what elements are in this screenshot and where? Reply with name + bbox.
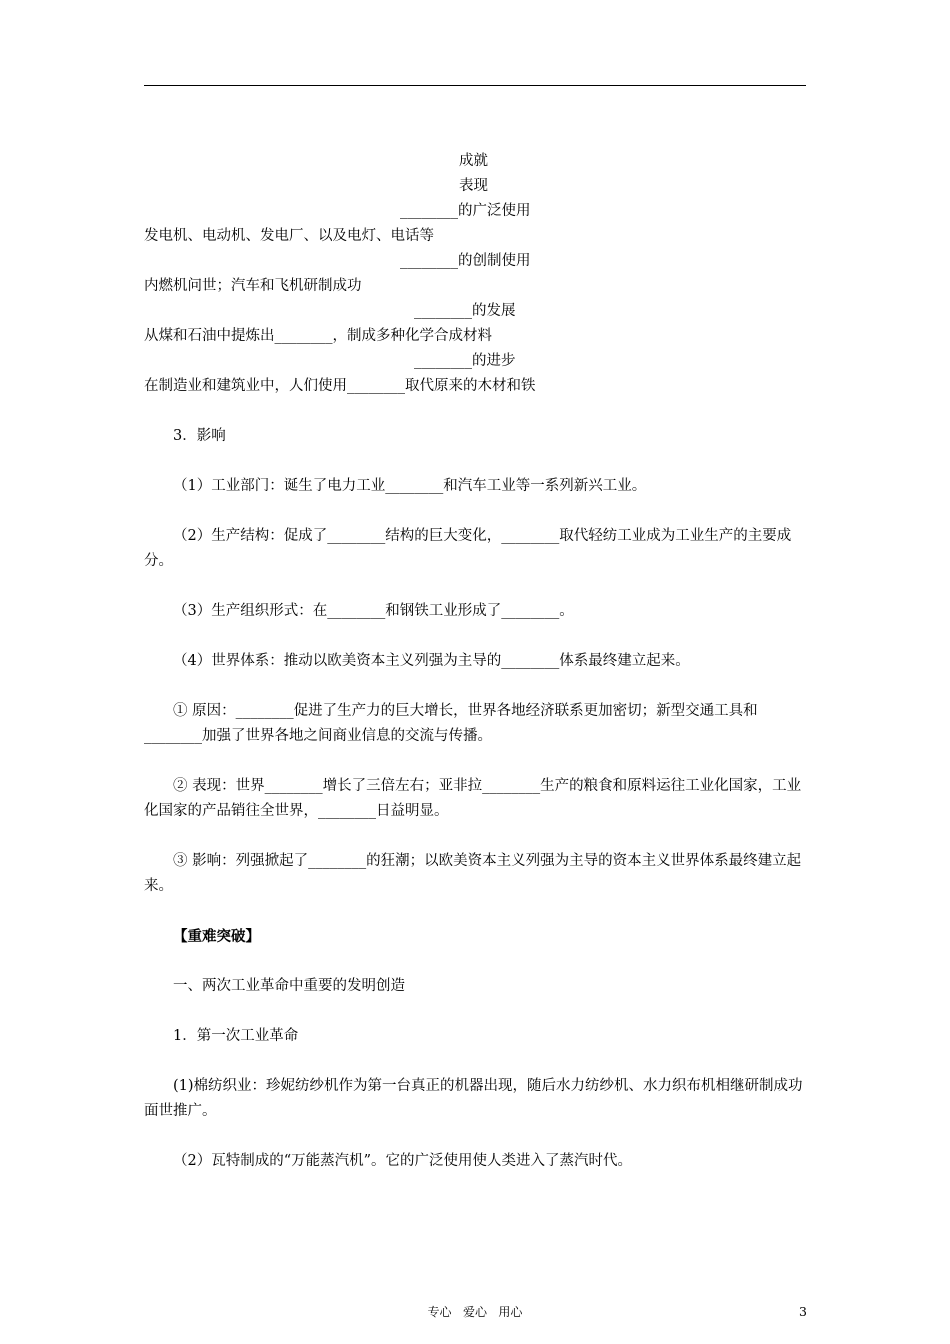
table-heading-achievement: 成就 [459, 153, 488, 169]
impact-industry-sector: （1）工业部门：诞生了电力工业________和汽车工业等一系列新兴工业。 [173, 478, 647, 494]
impact-production-structure: （2）生产结构：促成了________结构的巨大变化，________取代轻纺工业成为工业生产的主要成分。 [144, 528, 792, 569]
header-rule [144, 85, 806, 86]
world-system-manifestation: ② 表现：世界________增长了三倍左右；亚非拉________生产的粮食和原料运往工业化国家，工业化国家的产品销往全世界，________日益明显。 [144, 778, 802, 819]
table-row-1-detail: 发电机、电动机、发电厂、以及电灯、电话等 [144, 228, 434, 244]
footer-motto: 专心 爱心 用心 [427, 1305, 523, 1319]
table-heading-manifestation: 表现 [459, 178, 488, 194]
table-row-4-detail: 在制造业和建筑业中，人们使用________取代原来的木材和铁 [144, 378, 536, 394]
cotton-textile-paragraph: (1)棉纺织业：珍妮纺纱机作为第一台真正的机器出现，随后水力纺纱机、水力织布机相继研制成功面世推广。 [144, 1078, 803, 1119]
table-row-2-detail: 内燃机问世；汽车和飞机研制成功 [144, 278, 362, 294]
focus-heading: 【重难突破】 [173, 928, 260, 945]
table-row-2-item: ________的创制使用 [400, 253, 531, 269]
page-number: 3 [799, 1304, 807, 1319]
impact-production-organization: （3）生产组织形式：在________和钢铁工业形成了________。 [173, 603, 574, 619]
section-3-title: 3．影响 [173, 428, 226, 444]
table-row-4-item: ________的进步 [414, 353, 516, 369]
table-row-3-detail: 从煤和石油中提炼出________，制成多种化学合成材料 [144, 328, 492, 344]
world-system-effect: ③ 影响：列强掀起了________的狂潮；以欧美资本主义列强为主导的资本主义世界体系最终建立起来。 [144, 853, 802, 894]
world-system-reason: ① 原因：________促进了生产力的巨大增长，世界各地经济联系更加密切；新型交通工具和________加强了世界各地之间商业信息的交流与传播。 [144, 703, 758, 744]
steam-engine-paragraph: （2）瓦特制成的“万能蒸汽机”。它的广泛使用使人类进入了蒸汽时代。 [173, 1153, 633, 1169]
table-row-3-item: ________的发展 [414, 303, 516, 319]
impact-world-system: （4）世界体系：推动以欧美资本主义列强为主导的________体系最终建立起来。 [173, 653, 690, 669]
table-row-1-item: ________的广泛使用 [400, 203, 531, 219]
focus-section-1-title: 一、两次工业革命中重要的发明创造 [173, 978, 405, 994]
first-industrial-revolution-title: 1．第一次工业革命 [173, 1028, 299, 1044]
